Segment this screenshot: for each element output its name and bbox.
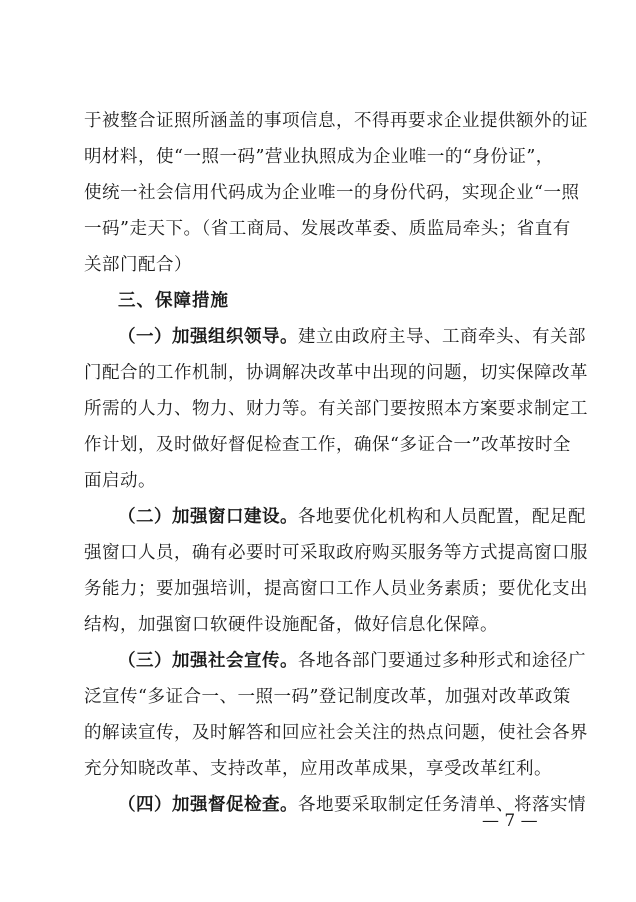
paragraph-lead: （三）加强社会宣传。 bbox=[118, 651, 298, 671]
paragraph-text: 建立由政府主导、工商牵头、有关部 bbox=[298, 327, 586, 347]
paragraph-lead: （一）加强组织领导。 bbox=[118, 327, 298, 347]
body-text-line: 明材料，使“一照一码”营业执照成为企业唯一的“身份证”， bbox=[84, 147, 554, 167]
paragraph-text: 各地各部门要通过多种形式和途径广 bbox=[298, 651, 586, 671]
body-text-line: 充分知晓改革、支持改革，应用改革成果，享受改革红利。 bbox=[84, 759, 552, 779]
paragraph-first-line bbox=[118, 646, 586, 676]
body-text-line: 泛宣传“多证合一、一照一码”登记制度改革，加强对改革政策 bbox=[84, 687, 571, 707]
body-text-line: 强窗口人员，确有必要时可采取政府购买服务等方式提高窗口服 bbox=[84, 543, 588, 563]
paragraph-text: 各地要优化机构和人员配置，配足配 bbox=[298, 507, 586, 527]
body-text-line: 于被整合证照所涵盖的事项信息，不得再要求企业提供额外的证 bbox=[84, 111, 588, 131]
paragraph-text: 各地要采取制定任务清单、将落实情 bbox=[298, 795, 586, 815]
paragraph-lead: （四）加强督促检查。 bbox=[118, 795, 298, 815]
paragraph-lead: （二）加强窗口建设。 bbox=[118, 507, 298, 527]
page-number: — 7 — bbox=[482, 811, 538, 831]
body-text-line: 的解读宣传，及时解答和回应社会关注的热点问题，使社会各界 bbox=[84, 723, 588, 743]
body-text-line: 作计划，及时做好督促检查工作，确保“多证合一”改革按时全 bbox=[84, 435, 571, 455]
body-text-line: 关部门配合） bbox=[84, 255, 192, 275]
body-text-line: 门配合的工作机制，协调解决改革中出现的问题，切实保障改革 bbox=[84, 363, 588, 383]
paragraph-first-line bbox=[118, 322, 586, 352]
paragraph-first-line bbox=[118, 502, 586, 532]
body-text-line: 所需的人力、物力、财力等。有关部门要按照本方案要求制定工 bbox=[84, 399, 588, 419]
section-heading: 三、保障措施 bbox=[118, 291, 229, 311]
body-text-line: 使统一社会信用代码成为企业唯一的身份代码，实现企业“一照 bbox=[84, 183, 580, 203]
body-text-line: 结构，加强窗口软硬件设施配备，做好信息化保障。 bbox=[84, 615, 498, 635]
body-text-line: 务能力；要加强培训，提高窗口工作人员业务素质；要优化支出 bbox=[84, 579, 588, 599]
body-text-line: 一码”走天下。（省工商局、发展改革委、质监局牵头；省直有 bbox=[84, 219, 571, 239]
body-text-line: 面启动。 bbox=[84, 471, 156, 491]
